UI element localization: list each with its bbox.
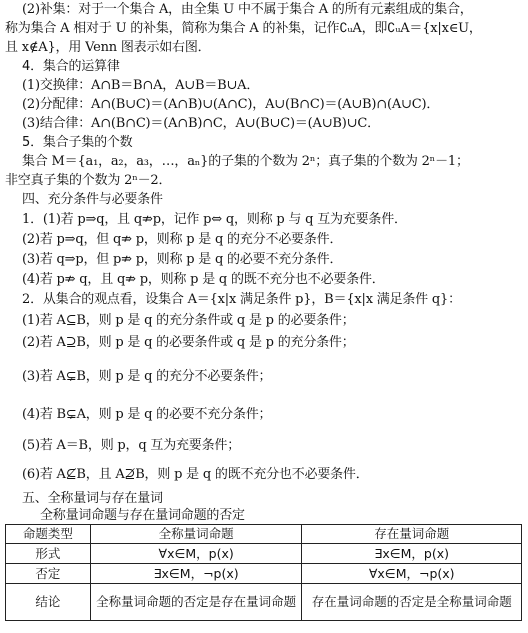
cell-form-label: 形式 [6,544,91,564]
cell-conclusion-existential: 存在量词命题的否定是全称量词命题 [302,584,522,621]
set-viewpoint-case-6: (6)若 A⊈B，且 A⊉B，则 p 是 q 的既不充分也不必要条件． [22,467,369,482]
header-cell-existential: 存在量词命题 [302,525,522,544]
set-viewpoint-case-1: (1)若 A⊆B，则 p 是 q 的充分条件或 q 是 p 的必要条件； [22,313,355,328]
condition-rule-1: 1．(1)若 p⇒q，且 q⇏p，记作 p⇔ q，则称 p 与 q 互为充要条件． [22,212,407,227]
section-sufficient-necessary: 四、充分条件与必要条件 [22,192,163,207]
set-viewpoint-case-5: (5)若 A＝B，则 p，q 互为充要条件； [22,438,240,453]
cell-form-existential: ∃x∈M，p(x) [302,544,522,564]
condition-rule-3: (3)若 q⇒p，但 p⇏ p，则称 p 是 q 的必要不充分条件． [22,252,343,267]
set-viewpoint-case-2: (2)若 A⊇B，则 p 是 q 的必要条件或 q 是 p 的充分条件； [22,335,355,350]
complement-definition-line-3: 且 x∉A}，用 Venn 图表示如右图． [5,40,211,55]
complement-definition-line-1: (2)补集：对于一个集合 A，由全集 U 中不属于集合 A 的所有元素组成的集合， [22,2,473,17]
subset-count-line-2: 非空真子集的个数为 2ⁿ－2． [5,173,172,188]
section-set-operation-laws: 4．集合的运算律 [22,59,120,74]
table-row-form [6,544,522,564]
table-row-conclusion [6,584,522,621]
cell-conclusion-universal: 全称量词命题的否定是存在量词命题 [90,584,302,621]
set-viewpoint-case-3: (3)若 A⊊B，则 p 是 q 的充分不必要条件； [22,369,272,384]
commutative-law: (1)交换律：A∩B＝B∩A，A∪B＝B∪A． [22,78,260,93]
cell-negation-universal: ∃x∈M，¬p(x) [90,564,302,584]
set-viewpoint-intro: 2．从集合的观点看，设集合 A＝{x|x 满足条件 p}，B＝{x|x 满足条件 q}： [22,292,461,307]
cell-negation-existential: ∀x∈M，¬p(x) [302,564,522,584]
cell-negation-label: 否定 [6,564,91,584]
associative-law: (3)结合律：A∩(B∩C)＝(A∩B)∩C，A∪(B∪C)＝(A∪B)∪C． [22,116,380,131]
complement-definition-line-2: 称为集合 A 相对于 U 的补集，简称为集合 A 的补集，记作∁ᵤA，即∁ᵤA＝{x|x∈U， [5,21,482,36]
quantifier-table-caption: 全称量词命题与存在量词命题的否定 [40,508,245,523]
header-cell-universal: 全称量词命题 [90,525,302,544]
table-row-negation [6,564,522,584]
cell-conclusion-label: 结论 [6,584,91,621]
section-quantifiers: 五、全称量词与存在量词 [22,491,163,506]
distributive-law: (2)分配律：A∩(B∪C)＝(A∩B)∪(A∩C)，A∪(B∩C)＝(A∪B)∩(A∪C)． [22,97,440,112]
quantifier-negation-table [5,524,522,621]
condition-rule-2: (2)若 p⇒q，但 q⇏ p，则称 p 是 q 的充分不必要条件． [22,232,343,247]
section-subset-count: 5．集合子集的个数 [22,135,133,150]
cell-form-universal: ∀x∈M，p(x) [90,544,302,564]
table-header-row [6,525,522,544]
header-cell-type: 命题类型 [6,525,91,544]
condition-rule-4: (4)若 p⇏ q，且 q⇏ p，则称 p 是 q 的既不充分也不必要条件． [22,272,385,287]
subset-count-line-1: 集合 M＝{a₁，a₂，a₃，…，aₙ}的子集的个数为 2ⁿ；真子集的个数为 2ⁿ－1； [22,154,469,169]
set-viewpoint-case-4: (4)若 B⊊A，则 p 是 q 的必要不充分条件； [22,407,272,422]
